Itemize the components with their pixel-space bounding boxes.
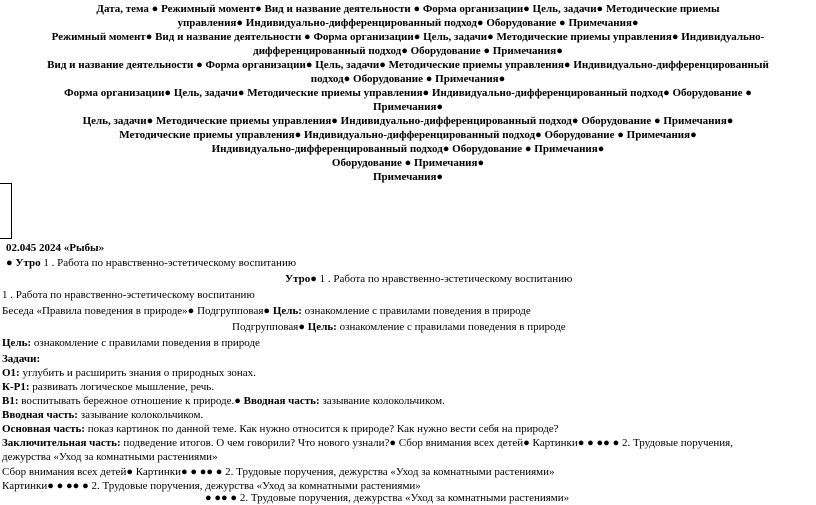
task-text: развивать логическое мышление, речь. [29,381,215,393]
intro-part [2,408,203,422]
goal-label: Цель: [307,321,337,333]
task-v1 [2,394,445,408]
morning-label: Утро [285,273,311,285]
morning-text: 1 . Работа по нравственно-эстетическому воспитанию [40,257,297,269]
task-label: К-Р1: [2,381,30,393]
subgroup-text: Подгрупповая● [232,321,308,333]
goal-label: Цель: [2,337,32,349]
row-morning-2: Утро● 1 . Работа по нравственно-эстетическому воспитанию [285,273,573,285]
row-talk [2,304,531,318]
tail-line-3: ● ●● ● 2. Трудовые поручения, дежурства «Уход за комнатными растениями» [205,492,570,504]
task-o1 [2,366,256,380]
header-line-5: Вид и название деятельности ● Форма организации● Цель, задачи● Методические приемы управления● Индивидуально-дифференцированный [47,59,769,71]
row-subgroup [232,320,566,334]
header-line-7: Форма организации● Цель, задачи● Методические приемы управления● Индивидуально-дифференцированный подход● Оборудование ● [64,87,752,99]
header-line-4: дифференцированный подход● Оборудование ● Примечания● [253,45,563,57]
task-text: углубить и расширить знания о природных зонах. [19,367,256,379]
header-line-1: Дата, тема ● Режимный момент● Вид и название деятельности ● Форма организации● Цель, задачи● Методические приемы [96,3,720,15]
intro-text: зазывание колокольчиком. [319,395,445,407]
goal-text: ознакомление с правилами поведения в природе [336,321,566,333]
final-label: Заключительная часть: [2,437,121,449]
task-label: О1: [2,367,20,379]
table-cell-frame [0,183,12,239]
header-line-12: Оборудование ● Примечания● [331,157,485,169]
header-line-2: управления● Индивидуально-дифференцированный подход● Оборудование ● Примечания● [177,17,639,29]
header-line-3: Режимный момент● Вид и название деятельности ● Форма организации● Цель, задачи● Методические приемы управления● Индивидуально- [51,31,765,43]
main-part [2,422,559,436]
header-line-10: Методические приемы управления● Индивидуально-дифференцированный подход● Оборудование ● Примечания● [119,129,697,141]
row-morning-1 [6,256,296,270]
goal-label: Цель: [272,305,302,317]
header-line-6: подход● Оборудование ● Примечания● [310,73,506,85]
intro-label: Вводная часть: [243,395,320,407]
tail-line-1: Сбор внимания всех детей● Картинки● ● ●● ● 2. Трудовые поручения, дежурства «Уход за комнатными растениями» [2,466,555,478]
goal-text: ознакомление с правилами поведения в природе [301,305,531,317]
talk-text: Беседа «Правила поведения в природе»● Подгрупповая● [2,305,273,317]
bullet: ● [6,257,13,269]
final-part-cont: дежурства «Уход за комнатными растениями» [2,451,218,463]
task-label: В1: [2,395,19,407]
row-work-text: 1 . Работа по нравственно-эстетическому воспитанию [2,289,255,301]
morning-text: 1 . Работа по нравственно-эстетическому воспитанию [316,273,573,285]
main-label: Основная часть: [2,423,85,435]
header-line-9: Цель, задачи● Методические приемы управления● Индивидуально-дифференцированный подход● Оборудование ● Примечания● [82,115,734,127]
header-line-13: Примечания● [372,171,444,183]
tasks-heading: Задачи: [2,353,41,365]
final-text: подведение итогов. О чем говорили? Что нового узнали?● Сбор внимания всех детей● Картинки● ● ●● ● 2. Трудовые поручения, [120,437,733,449]
intro-label: Вводная часть: [2,409,78,421]
header-line-8: Примечания● [372,101,444,113]
final-part [2,436,733,450]
header-line-11: Индивидуально-дифференцированный подход● Оборудование ● Примечания● [211,143,605,155]
main-text: показ картинок по данной теме. Как нужно относится к природе? Как нужно вести себя на природе? [84,423,559,435]
tail-line-2: Картинки● ● ●● ● 2. Трудовые поручения, дежурства «Уход за комнатными растениями» [2,480,421,492]
morning-label: Утро [15,257,41,269]
row-goal [2,336,260,350]
task-kr1 [2,380,214,394]
date-theme: 02.045 2024 «Рыбы» [6,242,105,254]
task-text: воспитывать бережное отношение к природе.● [18,395,244,407]
intro-text: зазывание колокольчиком. [77,409,204,421]
goal-text: ознакомление с правилами поведения в природе [31,337,260,349]
